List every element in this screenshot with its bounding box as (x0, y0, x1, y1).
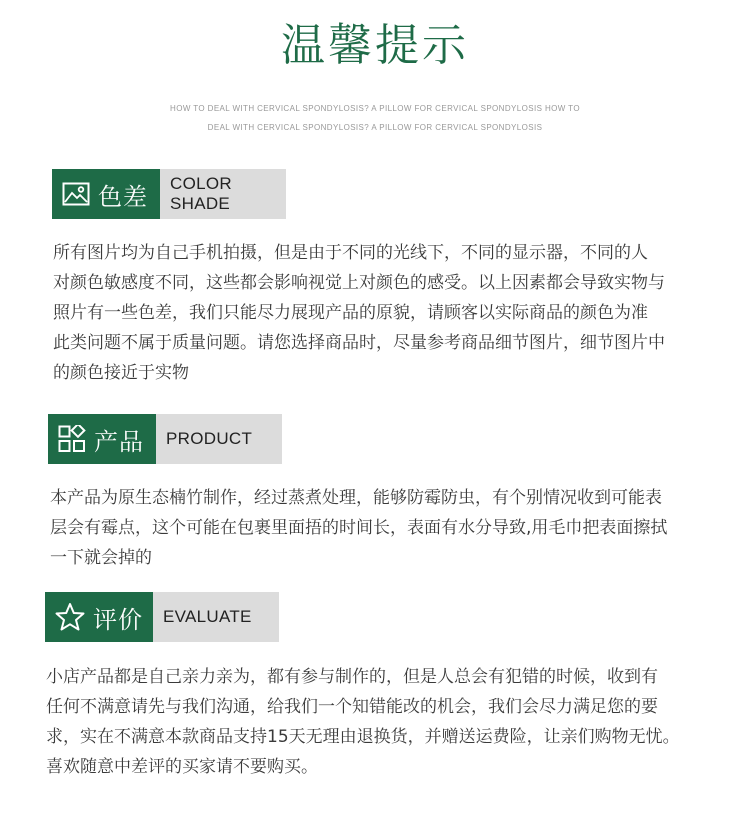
section-body-color-shade (53, 238, 665, 388)
body-line: 一下就会掉的 (50, 548, 152, 568)
section-title-cn: 产品 (94, 427, 144, 456)
section-title-cn: 评价 (93, 605, 143, 634)
section-title-cn: 色差 (98, 182, 148, 211)
section-header-evaluate (45, 592, 279, 642)
section-header-product (48, 414, 282, 464)
page-title: 温馨提示 (281, 20, 469, 71)
section-title-en: EVALUATE (153, 592, 279, 642)
body-line: 本产品为原生态楠竹制作，经过蒸煮处理，能够防霉防虫，有个别情况收到可能表 (50, 488, 662, 508)
body-line: 的颜色接近于实物 (53, 363, 189, 383)
body-line: 小店产品都是自己亲力亲为，都有参与制作的，但是人总会有犯错的时候，收到有 (46, 667, 658, 687)
section-title-box (45, 592, 153, 642)
body-line: 所有图片均为自己手机拍摄，但是由于不同的光线下，不同的显示器，不同的人 (53, 243, 648, 263)
star-icon (55, 602, 85, 632)
section-title-box (48, 414, 156, 464)
body-line: 此类问题不属于质量问题。请您选择商品时，尽量参考商品细节图片，细节图片中 (53, 333, 665, 353)
section-header-color-shade (52, 169, 286, 219)
body-line: 任何不满意请先与我们沟通，给我们一个知错能改的机会，我们会尽力满足您的要 (46, 697, 658, 717)
page-subtitle-line-2: DEAL WITH CERVICAL SPONDYLOSIS? A PILLOW FOR CERVICAL SPONDYLOSIS (207, 123, 543, 132)
section-title-box (52, 169, 160, 219)
section-title-en: PRODUCT (156, 414, 282, 464)
image-icon (62, 182, 90, 206)
page-subtitle-line-1: HOW TO DEAL WITH CERVICAL SPONDYLOSIS? A PILLOW FOR CERVICAL SPONDYLOSIS HOW TO (170, 104, 580, 113)
body-line: 照片有一些色差，我们只能尽力展现产品的原貌，请顾客以实际商品的颜色为准 (53, 303, 648, 323)
body-line: 求，实在不满意本款商品支持15天无理由退换货，并赠送运费险，让亲们购物无忧。 (46, 727, 680, 747)
section-title-en: COLOR SHADE (160, 169, 286, 219)
section-body-product (50, 483, 667, 573)
grid-icon (58, 425, 86, 453)
body-line: 喜欢随意中差评的买家请不要购买。 (46, 757, 318, 777)
body-line: 对颜色敏感度不同，这些都会影响视觉上对颜色的感受。以上因素都会导致实物与 (53, 273, 665, 293)
section-body-evaluate (46, 662, 680, 782)
body-line: 层会有霉点，这个可能在包裹里面捂的时间长，表面有水分导致,用毛巾把表面擦拭 (50, 518, 668, 538)
